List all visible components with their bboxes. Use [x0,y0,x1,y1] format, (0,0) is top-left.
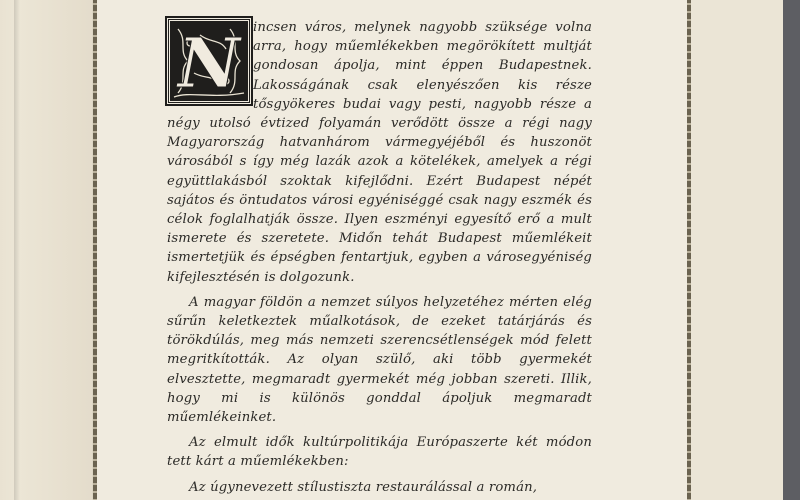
article-text [167,18,592,497]
decorative-border-right [687,0,691,500]
paragraph-1-text: incsen város, melynek nagyobb szüksége volna arra, hogy műemlékekben megörökített multját gondosan ápolja, mint éppen Budapestnek. Lakosságának csak elenyészően kis része tősgyökeres budai vagy pesti, nagyobb része a négy utolsó évtized folyamán verődött össze a régi nagy Magyarország hatvanhárom vármegyéjéből és huszonöt városából s így még lazák azok a kötelékek, amelyek a régi együttlakásból szoktak kifejlődni. Ezért Budapest népét sajátos és öntudatos városi egyéniséggé csak nagy eszmék és célok foglalhatják össze. Ilyen eszményi egyesítő erő a mult ismerete és szeretete. Midőn tehát Budapest műemlékeit ismertetjük és épségben fentartjuk, egyben a városegyéniség kifejlesztésén is dolgozunk. [167,20,592,285]
right-page-margin [691,0,783,500]
dropcap-letter: N [177,24,241,101]
decorative-border-left [93,0,97,500]
book-gutter-shadow [14,0,20,500]
dropcap-ornament-icon [170,21,248,101]
paragraph-4: Az úgynevezett stílustiszta restaurálással a román, [189,479,538,495]
paragraph-3: Az elmult idők kultúrpolitikája Európaszerte két módon tett kárt a műemlékekben: [167,435,592,470]
paragraph-1 [167,18,592,287]
scan-background-edge [783,0,800,500]
ornamental-dropcap [167,18,251,104]
paragraph-2: A magyar földön a nemzet súlyos helyzetéhez mérten elég sűrűn keletkeztek műalkotások, de ezeket tatárjárás és törökdúlás, meg más nemzeti szerencsétlenségek mód felett megritkították. Az olyan szülő, aki több gyermekét elvesztette, megmaradt gyermekét még jobban szereti. Illik, hogy mi is különös gonddal ápoljuk megmaradt műemlékeinket. [167,294,592,426]
